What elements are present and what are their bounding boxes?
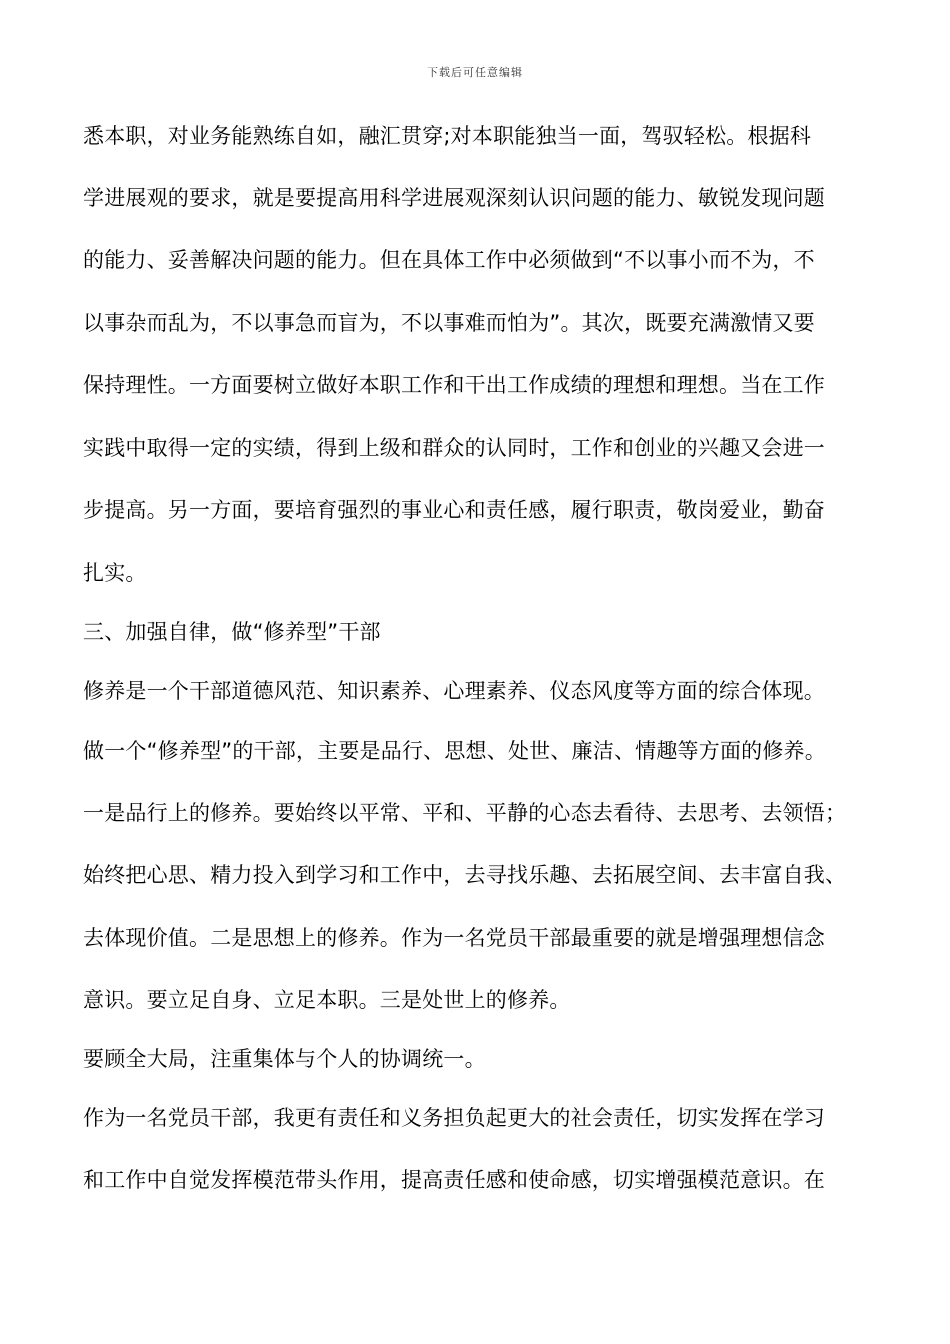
paragraph-line: 悉本职，对业务能熟练自如，融汇贯穿;对本职能独当一面，驾驭轻松。根据科 (83, 124, 812, 148)
paragraph-line: 做一个“修养型”的干部，主要是品行、思想、处世、廉洁、情趣等方面的修养。 (83, 739, 826, 763)
paragraph-line: 要顾全大局，注重集体与个人的协调统一。 (83, 1047, 486, 1071)
paragraph-line: 和工作中自觉发挥模范带头作用，提高责任感和使命感，切实增强模范意识。在 (83, 1168, 825, 1192)
paragraph-line: 实践中取得一定的实绩，得到上级和群众的认同时，工作和创业的兴趣又会进一 (83, 436, 825, 460)
paragraph-line: 修养是一个干部道德风范、知识素养、心理素养、仪态风度等方面的综合体现。 (83, 679, 825, 703)
paragraph-line: 学进展观的要求，就是要提高用科学进展观深刻认识问题的能力、敏锐发现问题 (83, 186, 825, 210)
page-header: 下载后可任意编辑 (427, 66, 523, 79)
paragraph-line: 作为一名党员干部，我更有责任和义务担负起更大的社会责任，切实发挥在学习 (83, 1106, 825, 1130)
paragraph-line: 步提高。另一方面，要培育强烈的事业心和责任感，履行职责，敬岗爱业，勤奋 (83, 498, 825, 522)
paragraph-line: 始终把心思、精力投入到学习和工作中，去寻找乐趣、去拓展空间、去丰富自我、 (83, 863, 847, 887)
paragraph-line: 以事杂而乱为，不以事急而盲为，不以事难而怕为”。其次，既要充满激情又要 (83, 311, 815, 335)
paragraph-line: 保持理性。一方面要树立做好本职工作和干出工作成绩的理想和理想。当在工作 (83, 373, 825, 397)
paragraph-line: 去体现价值。二是思想上的修养。作为一名党员干部最重要的就是增强理想信念 (83, 926, 825, 950)
paragraph-line: 的能力、妥善解决问题的能力。但在具体工作中必须做到“不以事小而不为，不 (83, 248, 815, 272)
paragraph-line: 一是品行上的修养。要始终以平常、平和、平静的心态去看待、去思考、去领悟； (83, 801, 847, 825)
paragraph-line: 扎实。 (83, 561, 147, 585)
section-heading: 三、加强自律，做“修养型”干部 (83, 620, 381, 644)
paragraph-line: 意识。要立足自身、立足本职。三是处世上的修养。 (83, 988, 571, 1012)
